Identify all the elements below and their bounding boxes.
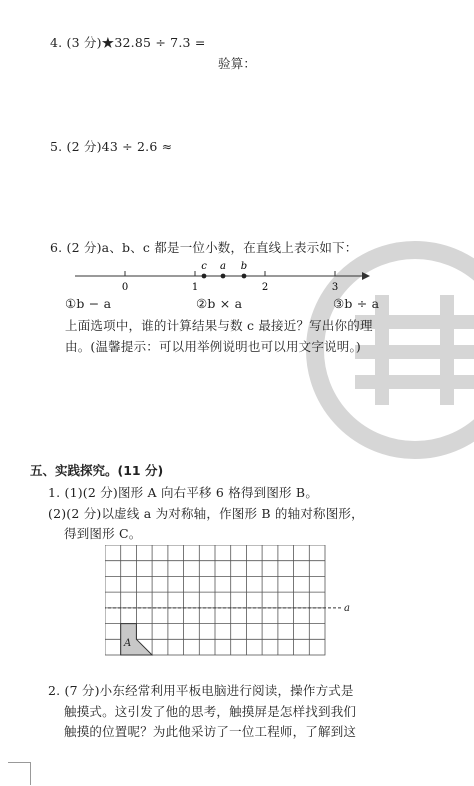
option-3: ③b ÷ a <box>333 296 380 311</box>
grid-lines <box>105 545 325 655</box>
question-4-check-label: 验算： <box>218 56 257 71</box>
grid-figure <box>105 545 365 663</box>
tick-label-2: 2 <box>261 282 269 293</box>
tick-label-0: 0 <box>121 282 129 293</box>
section-5-q1-part2-line1: (2)(2 分)以虚线 a 为对称轴，作图形 B 的轴对称图形， <box>48 506 364 521</box>
page-corner-mark <box>8 762 31 785</box>
axis-label-a: a <box>344 603 350 614</box>
section-5-q2-line3: 触摸的位置呢？为此他采访了一位工程师，了解到这 <box>64 724 357 739</box>
option-2: ②b × a <box>196 296 243 311</box>
question-6-text: 6. (2 分)a、b、c 都是一位小数，在直线上表示如下： <box>50 240 358 255</box>
question-4-text: 4. (3 分)★32.85 ÷ 7.3 = <box>50 35 206 50</box>
point-b <box>242 274 247 279</box>
point-c <box>202 274 207 279</box>
point-label-b: b <box>240 261 248 272</box>
point-label-a: a <box>220 261 226 272</box>
question-6-prompt-line2: 由。(温馨提示：可以用举例说明也可以用文字说明。) <box>65 339 362 354</box>
number-line-arrow <box>362 272 370 280</box>
number-line <box>70 258 370 294</box>
point-a <box>221 274 226 279</box>
tick-label-1: 1 <box>191 282 199 293</box>
section-5-heading: 五、实践探究。(11 分) <box>30 463 164 478</box>
section-5-q2-line1: 2. (7 分)小东经常利用平板电脑进行阅读，操作方式是 <box>48 683 354 698</box>
point-label-c: c <box>201 261 207 272</box>
section-5-q1-part2-line2: 得到图形 C。 <box>64 526 142 541</box>
option-1: ①b − a <box>65 296 112 311</box>
shape-a-label: A <box>124 638 132 649</box>
question-5-text: 5. (2 分)43 ÷ 2.6 ≈ <box>50 139 173 154</box>
tick-label-3: 3 <box>331 282 339 293</box>
section-5-q1-part1: 1. (1)(2 分)图形 A 向右平移 6 格得到图形 B。 <box>48 485 319 500</box>
question-6-prompt-line1: 上面选项中，谁的计算结果与数 c 最接近？写出你的理 <box>65 318 373 333</box>
section-5-q2-line2: 触摸式。这引发了他的思考，触摸屏是怎样找到我们 <box>64 704 357 719</box>
